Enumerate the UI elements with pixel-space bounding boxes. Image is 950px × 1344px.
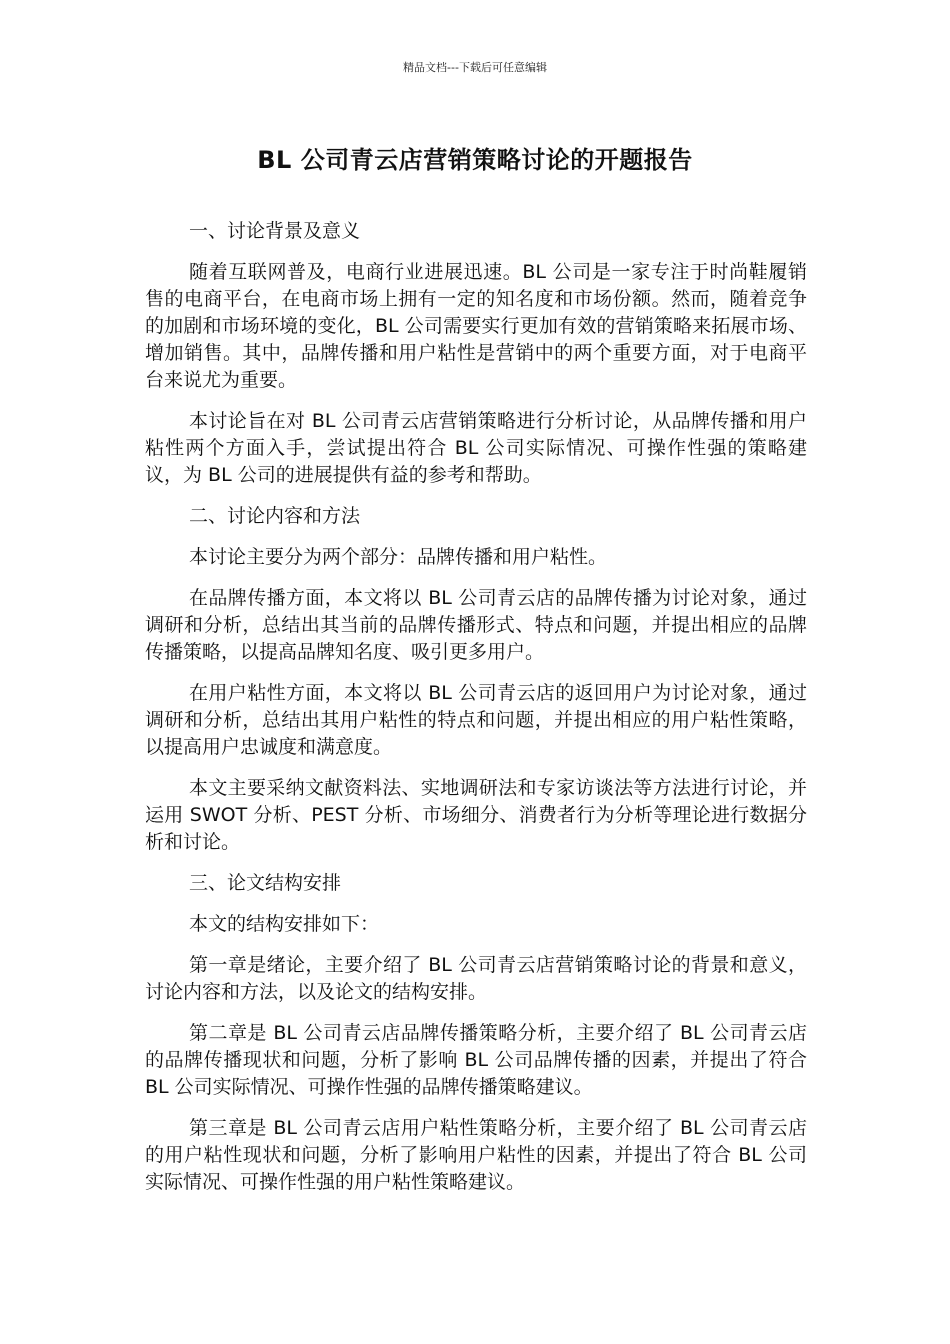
paragraph: 第一章是绪论，主要介绍了 BL 公司青云店营销策略讨论的背景和意义，讨论内容和方法，以及论文的结构安排。 bbox=[145, 954, 807, 1003]
document-body bbox=[145, 218, 807, 1210]
paragraph: 本讨论旨在对 BL 公司青云店营销策略进行分析讨论，从品牌传播和用户粘性两个方面入手，尝试提出符合 BL 公司实际情况、可操作性强的策略建议，为 BL 公司的进展提供有益的参考和帮助。 bbox=[145, 410, 807, 486]
page-header-note: 精品文档---下载后可任意编辑 bbox=[403, 61, 547, 74]
paragraph: 本文的结构安排如下： bbox=[189, 913, 380, 935]
paragraph: 在用户粘性方面，本文将以 BL 公司青云店的返回用户为讨论对象，通过调研和分析，总结出其用户粘性的特点和问题，并提出相应的用户粘性策略，以提高用户忠诚度和满意度。 bbox=[145, 682, 807, 758]
paragraph: 在品牌传播方面，本文将以 BL 公司青云店的品牌传播为讨论对象，通过调研和分析，总结出其当前的品牌传播形式、特点和问题，并提出相应的品牌传播策略，以提高品牌知名度、吸引更多用户。 bbox=[145, 587, 807, 663]
paragraph: 本文主要采纳文献资料法、实地调研法和专家访谈法等方法进行讨论，并运用 SWOT 分析、PEST 分析、市场细分、消费者行为分析等理论进行数据分析和讨论。 bbox=[145, 777, 807, 853]
document-title: BL 公司青云店营销策略讨论的开题报告 bbox=[257, 146, 693, 174]
section-heading-3: 三、论文结构安排 bbox=[189, 872, 342, 894]
paragraph: 随着互联网普及，电商行业进展迅速。BL 公司是一家专注于时尚鞋履销售的电商平台，在电商市场上拥有一定的知名度和市场份额。然而，随着竞争的加剧和市场环境的变化，BL 公司需要实行更加有效的营销策略来拓展市场、增加销售。其中，品牌传播和用户粘性是营销中的两个重要方面，对于电商平台来说尤为重要。 bbox=[145, 261, 807, 391]
section-heading-1: 一、讨论背景及意义 bbox=[189, 220, 361, 242]
paragraph: 本讨论主要分为两个部分：品牌传播和用户粘性。 bbox=[189, 546, 608, 568]
paragraph: 第三章是 BL 公司青云店用户粘性策略分析，主要介绍了 BL 公司青云店的用户粘性现状和问题，分析了影响用户粘性的因素，并提出了符合 BL 公司实际情况、可操作性强的用户粘性策略建议。 bbox=[145, 1117, 807, 1193]
section-heading-2: 二、讨论内容和方法 bbox=[189, 505, 361, 527]
paragraph: 第二章是 BL 公司青云店品牌传播策略分析，主要介绍了 BL 公司青云店的品牌传播现状和问题，分析了影响 BL 公司品牌传播的因素，并提出了符合 BL 公司实际情况、可操作性强的品牌传播策略建议。 bbox=[145, 1022, 807, 1098]
